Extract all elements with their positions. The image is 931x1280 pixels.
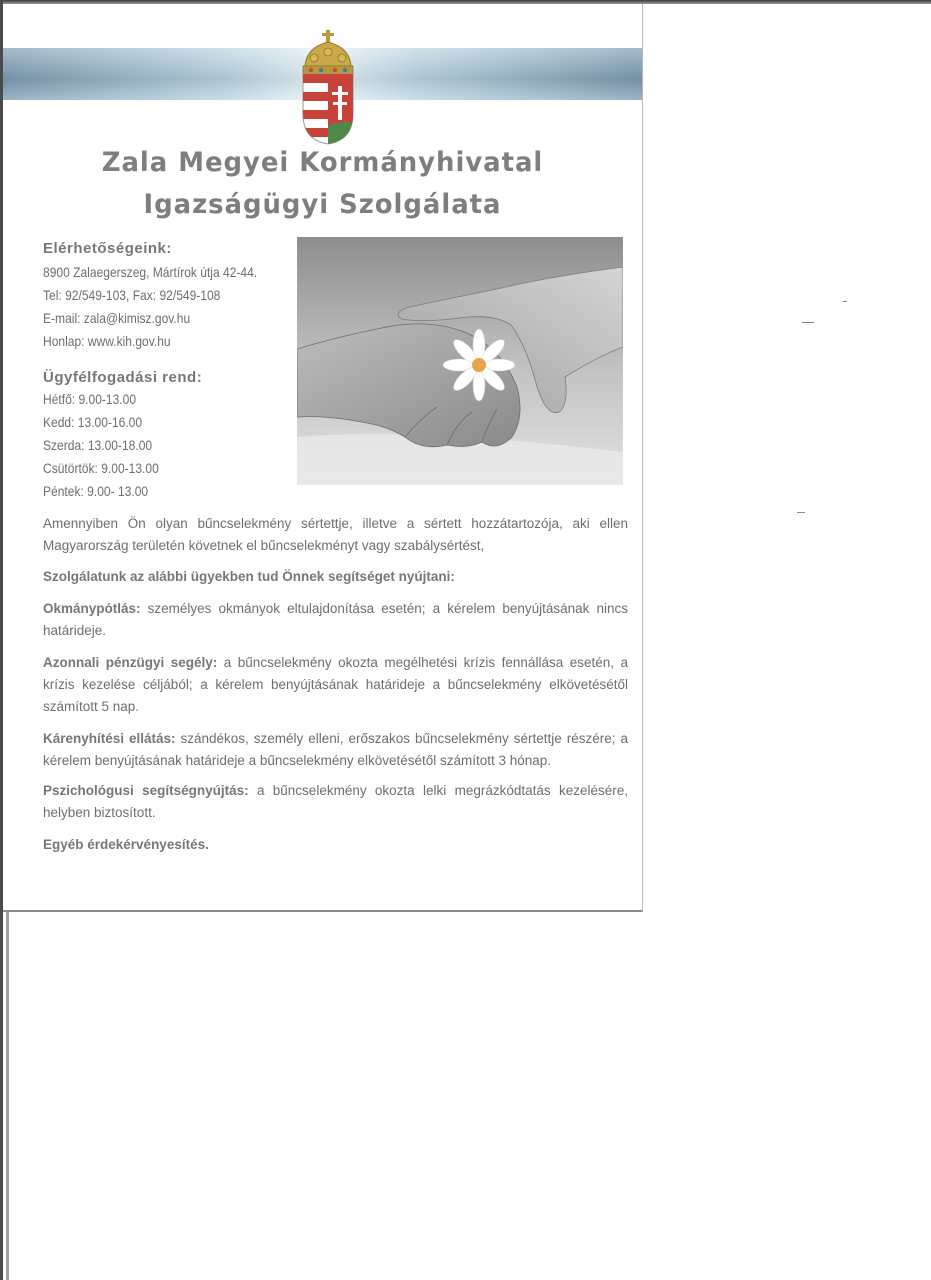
hands-daisy-photo xyxy=(297,237,623,485)
scan-page-edge xyxy=(6,910,9,1280)
service-text: szándékos, személy elleni, erőszakos bűncselekmény sértettje részére; a kérelem benyújtásának határideje a bűncselekmény elkövetésétől számított 3 hónap. xyxy=(43,731,628,768)
service-label: Pszichológusi segítségnyújtás: xyxy=(43,783,249,798)
closing-line: Egyéb érdekérvényesítés. xyxy=(43,837,209,852)
contact-website: Honlap: www.kih.gov.hu xyxy=(43,333,171,349)
hours-day: Kedd: 13.00-16.00 xyxy=(43,414,143,430)
service-text: a bűncselekmény okozta lelki megrázkódtatás kezelésére, helyben biztosított. xyxy=(43,783,628,820)
service-label: Kárenyhítési ellátás: xyxy=(43,731,176,746)
service-item xyxy=(43,780,628,824)
scan-speck xyxy=(843,301,847,302)
contact-heading: Elérhetőségeink: xyxy=(43,240,172,257)
service-item xyxy=(43,652,628,718)
service-item xyxy=(43,728,628,772)
services-heading: Szolgálatunk az alábbi ügyekben tud Önnek segítséget nyújtani: xyxy=(43,569,455,584)
scan-speck xyxy=(802,322,814,323)
contact-email: E-mail: zala@kimisz.gov.hu xyxy=(43,310,191,326)
page-title-line1: Zala Megyei Kormányhivatal xyxy=(101,147,544,178)
coat-of-arms-icon xyxy=(299,28,357,146)
service-text: személyes okmányok eltulajdonítása esetén; a kérelem benyújtásának nincs határideje. xyxy=(43,601,628,638)
intro-paragraph: Amennyiben Ön olyan bűncselekmény sértettje, illetve a sértett hozzátartozója, aki ellen Magyarország területén követnek el bűncselekményt vagy szabálysértést, xyxy=(43,516,628,553)
hours-day: Hétfő: 9.00-13.00 xyxy=(43,391,137,407)
service-label: Okmánypótlás: xyxy=(43,601,141,616)
scan-speck xyxy=(797,512,805,513)
hours-day: Csütörtök: 9.00-13.00 xyxy=(43,460,159,476)
contact-phone-fax: Tel: 92/549-103, Fax: 92/549-108 xyxy=(43,287,221,303)
hours-heading: Ügyfélfogadási rend: xyxy=(43,369,203,386)
hours-day: Péntek: 9.00- 13.00 xyxy=(43,483,149,499)
flyer-page xyxy=(3,4,643,912)
contact-address: 8900 Zalaegerszeg, Mártírok útja 42-44. xyxy=(43,264,258,280)
service-label: Azonnali pénzügyi segély: xyxy=(43,655,218,670)
service-item xyxy=(43,598,628,642)
page-title-line2: Igazságügyi Szolgálata xyxy=(143,189,502,220)
hours-day: Szerda: 13.00-18.00 xyxy=(43,437,153,453)
service-text: a bűncselekmény okozta megélhetési krízis fennállása esetén, a krízis kezelése céljából; a kérelem benyújtásának határideje a bűncselekmény elkövetésétől számított 5 nap. xyxy=(43,655,628,714)
